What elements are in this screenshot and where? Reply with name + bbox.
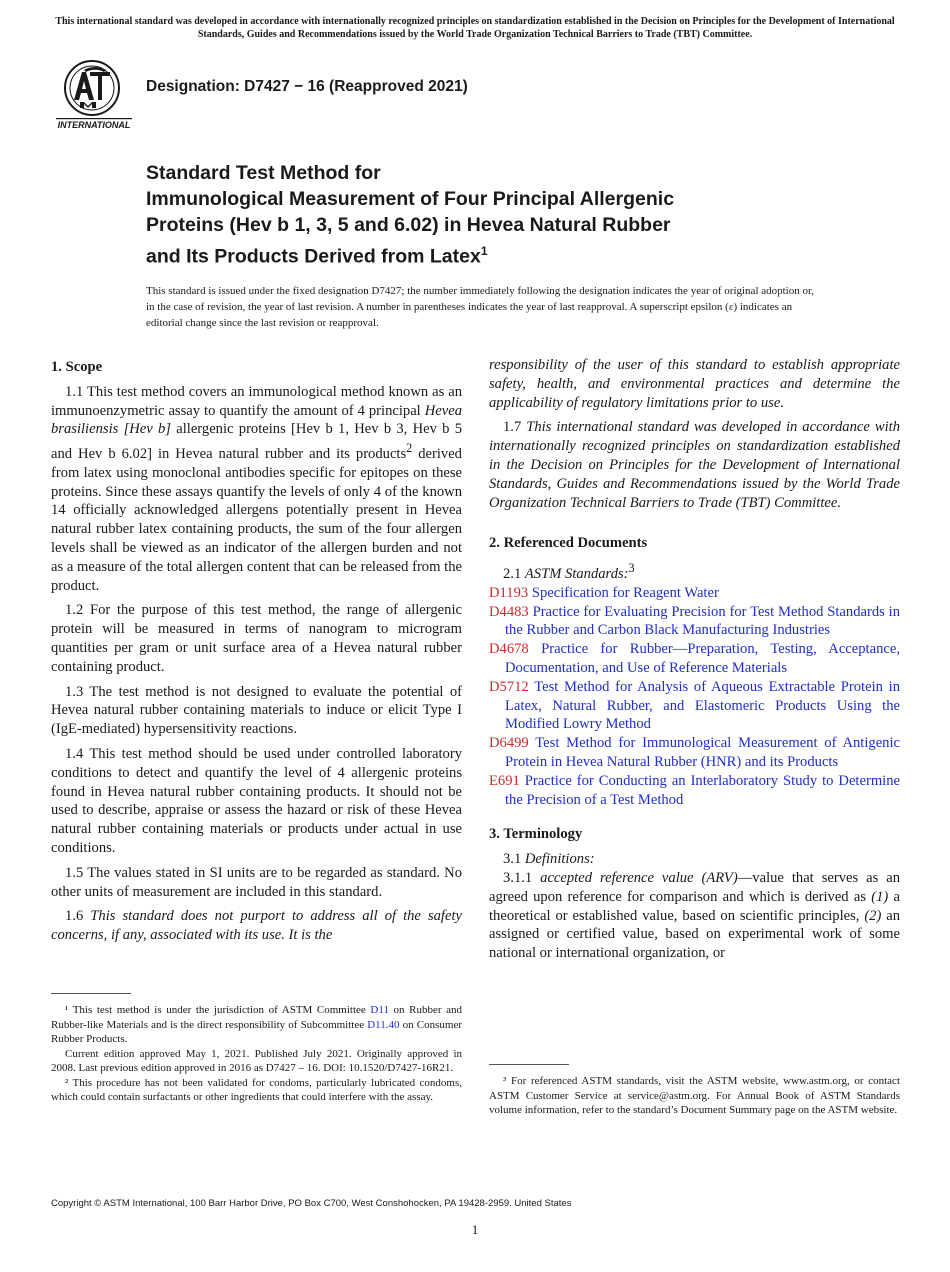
reference-title: Practice for Rubber—Preparation, Testing, Acceptance, Documentation, and Use of Reference Materials <box>505 641 900 677</box>
scope-1-6-continued: responsibility of the user of this standard to establish appropriate safety, health, and environmental practices and determine the applicability of regulatory limitations prior to use. <box>489 357 900 411</box>
reference-code: D4678 <box>489 641 529 658</box>
link-d11[interactable]: D11 <box>370 1004 389 1016</box>
astm-logo <box>54 58 134 130</box>
wto-notice: This international standard was developed in accordance with internationally recognized principles on standardization established in the Decision on Principles for the Development of International Standards, Guides and Recommendations issued by the World Trade Organization Technical Barriers to Trade (TBT) Committee. <box>55 16 895 40</box>
left-column <box>51 358 462 951</box>
reference-item[interactable] <box>489 678 900 734</box>
copyright-line: Copyright © ASTM International, 100 Barr Harbor Drive, PO Box C700, West Conshohocken, PA 19428-2959. United States <box>51 1198 572 1209</box>
title-footnote-mark: 1 <box>480 244 488 258</box>
footnote-rule-right <box>489 1064 569 1065</box>
reference-item[interactable] <box>489 603 900 641</box>
document-title <box>146 160 846 270</box>
reference-code: D4483 <box>489 603 529 620</box>
footnote-1: ¹ This test method is under the jurisdiction of ASTM Committee D11 on Rubber and Rubber-like Materials and is the direct responsibility of Subcommittee D11.40 on Consumer Rubber Products. <box>51 1004 463 1045</box>
right-column <box>489 356 900 969</box>
scope-heading: 1. Scope <box>51 359 103 375</box>
definition-arv: 3.1.1 accepted reference value (ARV)—value that serves as an agreed upon reference for comparison and which is derived as (1) a theoretical or established value, based on scientific principles, (2) an assigned or certified value, based on experimental work of some national or international organization, or <box>489 869 901 962</box>
scope-1-6: 1.6 This standard does not purport to address all of the safety concerns, if any, associated with its use. It is the <box>51 908 462 944</box>
footnote-1-edition: Current edition approved May 1, 2021. Published July 2021. Originally approved in 2008. Last previous edition approved in 2016 as D7427 – 16. DOI: 10.1520/D7427-16R21. <box>51 1047 462 1074</box>
page-number: 1 <box>471 1222 479 1237</box>
reference-item[interactable] <box>489 640 900 678</box>
terminology-heading: 3. Terminology <box>489 826 583 843</box>
footnote-rule-left <box>51 993 131 994</box>
footnotes-right <box>489 1074 900 1118</box>
logo-subtitle: INTERNATIONAL <box>57 120 131 130</box>
astm-standards-label: 2.1 ASTM Standards:$^3$ <box>503 561 635 583</box>
scope-1-7: 1.7 This international standard was developed in accordance with internationally recognized principles on standardization established in the Decision on Principles for the Development of International Standards, Guides and Recommendations issued by the World Trade Organization Technical Barriers to Trade (TBT) Committee. <box>489 419 901 511</box>
scope-1-4: 1.4 This test method should be used under controlled laboratory conditions to detect and quantify the level of 4 allergenic proteins found in Hevea natural rubber containing products. It should not be used to describe, appraise or assess the hazard or risk of these Hevea natural rubber containing materials or products under actual in use conditions. <box>51 746 462 856</box>
reference-item[interactable] <box>489 734 900 772</box>
reference-item[interactable] <box>489 772 900 810</box>
reference-title: Test Method for Analysis of Aqueous Extractable Protein in Latex, Natural Rubber, and Elastomeric Products Using the Modified Lowry Method <box>505 678 900 733</box>
reference-code: D6499 <box>489 735 529 752</box>
footnote-3: ³ For referenced ASTM standards, visit the ASTM website, www.astm.org, or contact ASTM Customer Service at service@astm.org. For Annual Book of ASTM Standards volume information, refer to the standard’s Document Summary page on the ASTM website. <box>489 1075 900 1116</box>
issuance-statement: This standard is issued under the fixed designation D7427; the number immediately following the designation indicates the year of original adoption or, in the case of revision, the year of last revision. A number in parentheses indicates the year of last reapproval. A superscript epsilon (ε) indicates an editorial change since the last revision or reapproval. <box>146 285 814 329</box>
title-line-1: Standard Test Method for <box>146 162 381 184</box>
reference-title: Practice for Evaluating Precision for Test Method Standards in the Rubber and Carbon Black Manufacturing Industries <box>505 603 900 639</box>
scope-1-5: 1.5 The values stated in SI units are to be regarded as standard. No other units of measurement are included in this standard. <box>51 864 462 900</box>
footnotes-left <box>51 1003 462 1105</box>
reference-code: E691 <box>489 772 520 789</box>
title-line-4: and Its Products Derived from Latex <box>146 245 481 268</box>
definitions-label: 3.1 Definitions: <box>503 851 595 868</box>
reference-code: D1193 <box>489 584 529 601</box>
reference-list <box>489 584 900 810</box>
designation: Designation: D7427 − 16 (Reapproved 2021) <box>146 78 468 95</box>
reference-code: D5712 <box>489 678 529 695</box>
footnote-2: ² This procedure has not been validated for condoms, particularly lubricated condoms, which could contain surfactants or other ingredients that could interfere with the assay. <box>51 1076 462 1103</box>
scope-1-2: 1.2 For the purpose of this test method, the range of allergenic protein will be measured in terms of nanogram to microgram quantities per gram or unit surface area of a Hevea natural rubber containing product. <box>51 602 462 675</box>
link-d11-40[interactable]: D11.40 <box>367 1018 400 1031</box>
title-line-3: Proteins (Hev b 1, 3, 5 and 6.02) in Hevea Natural Rubber <box>146 214 671 236</box>
scope-1-1: 1.1 This test method covers an immunological method known as an immunoenzymetric assay to quantify the amount of 4 principal Hevea brasiliensis [Hev b] allergenic proteins [Hev b 1, Hev b 3, Hev b 5 and Hev b 6.02] in Hevea natural rubber and its products$^2$ derived from latex using monoclonal antibodies specific for epitopes on these proteins. Since these assays quantify the levels of only 4 of the known 14 officially acknowledged allergens potentially present in Hevea natural rubber latex containing products, the sum of the four allergen levels shall be viewed as an indicator of the allergen burden and not as a measure of the total allergen content that can be released from the product. <box>51 383 463 594</box>
reference-title: Test Method for Immunological Measurement of Antigenic Protein in Hevea Natural Rubber (HNR) and its Products <box>505 735 900 770</box>
reference-item[interactable] <box>489 584 900 603</box>
title-line-2: Immunological Measurement of Four Principal Allergenic <box>146 188 675 210</box>
scope-1-3: 1.3 The test method is not designed to evaluate the potential of Hevea natural rubber containing materials to induce or elicit Type I (IgE-mediated) hypersensitivity reactions. <box>51 683 462 738</box>
reference-title: Practice for Conducting an Interlaboratory Study to Determine the Precision of a Test Method <box>505 772 901 808</box>
reference-title: Specification for Reagent Water <box>531 584 719 601</box>
referenced-documents-heading: 2. Referenced Documents <box>489 535 648 552</box>
